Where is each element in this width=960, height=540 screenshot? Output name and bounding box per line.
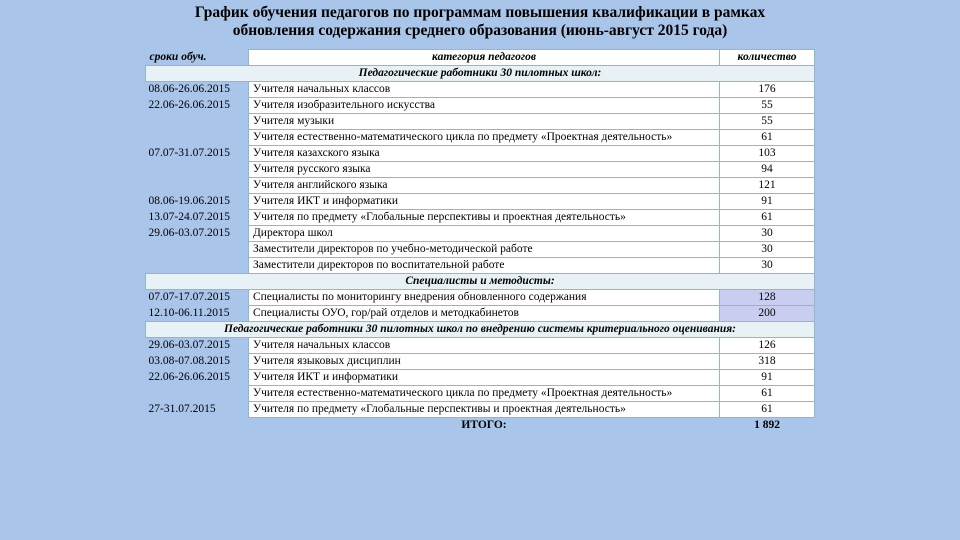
row-quantity: 61	[720, 386, 815, 402]
row-category: Учителя языковых дисциплин	[248, 354, 719, 370]
table-row	[146, 370, 815, 386]
row-category: Учителя начальных классов	[248, 82, 719, 98]
section-heading-row	[146, 274, 815, 290]
section-heading-row	[146, 322, 815, 338]
row-category: Директора школ	[248, 226, 719, 242]
row-quantity: 126	[720, 338, 815, 354]
header-quantity: количество	[720, 50, 815, 66]
table-row	[146, 114, 815, 130]
row-date	[146, 130, 249, 146]
row-category: Учителя естественно-математического цикла по предмету «Проектная деятельность»	[248, 130, 719, 146]
header-category: категория педагогов	[248, 50, 719, 66]
section-heading: Педагогические работники 30 пилотных школ по внедрению системы критериального оценивания:	[146, 322, 815, 338]
table-row	[146, 226, 815, 242]
training-schedule-table	[145, 49, 815, 433]
table-row	[146, 386, 815, 402]
row-category: Учителя музыки	[248, 114, 719, 130]
total-label: ИТОГО:	[461, 419, 507, 431]
row-quantity: 318	[720, 354, 815, 370]
table-row	[146, 178, 815, 194]
row-quantity: 30	[720, 226, 815, 242]
row-category: Учителя ИКТ и информатики	[248, 194, 719, 210]
row-quantity: 103	[720, 146, 815, 162]
row-date: 07.07-17.07.2015	[148, 291, 230, 303]
row-date: 27-31.07.2015	[148, 402, 216, 415]
row-date: 22.06-26.06.2015	[148, 98, 230, 111]
row-date: 29.06-03.07.2015	[148, 339, 230, 351]
row-quantity: 61	[720, 402, 815, 418]
row-category: Специалисты по мониторингу внедрения обновленного содержания	[248, 290, 719, 306]
table-row	[146, 194, 815, 210]
row-quantity: 94	[720, 162, 815, 178]
row-quantity: 121	[720, 178, 815, 194]
total-value: 1 892	[754, 419, 780, 431]
row-quantity: 30	[720, 242, 815, 258]
row-category: Заместители директоров по учебно-методической работе	[248, 242, 719, 258]
row-date: 08.06-26.06.2015	[148, 83, 230, 95]
total-spacer	[146, 418, 249, 434]
row-quantity: 91	[720, 370, 815, 386]
row-date: 22.06-26.06.2015	[148, 370, 230, 383]
total-row	[146, 418, 815, 434]
table-row	[146, 130, 815, 146]
row-date	[146, 386, 249, 402]
header-dates: сроки обуч.	[149, 51, 207, 63]
table-row	[146, 258, 815, 274]
row-date: 03.08-07.08.2015	[148, 354, 230, 367]
row-category: Учителя естественно-математического цикла по предмету «Проектная деятельность»	[248, 386, 719, 402]
section-heading: Педагогические работники 30 пилотных школ:	[146, 66, 815, 82]
row-quantity: 55	[720, 98, 815, 114]
section-heading: Специалисты и методисты:	[146, 274, 815, 290]
row-quantity: 200	[720, 306, 815, 322]
title-line-1: График обучения педагогов по программам повышения квалификации в рамках	[194, 4, 766, 21]
row-category: Учителя изобразительного искусства	[248, 98, 719, 114]
table-row	[146, 98, 815, 114]
row-quantity: 128	[720, 290, 815, 306]
row-date	[146, 242, 249, 258]
table-row	[146, 146, 815, 162]
table-row	[146, 402, 815, 418]
row-date: 13.07-24.07.2015	[148, 210, 230, 223]
row-category: Заместители директоров по воспитательной работе	[248, 258, 719, 274]
row-date	[146, 162, 249, 178]
table-row	[146, 338, 815, 354]
table-row	[146, 82, 815, 98]
table-row	[146, 306, 815, 322]
row-quantity: 61	[720, 130, 815, 146]
table-row	[146, 242, 815, 258]
row-category: Учителя по предмету «Глобальные перспективы и проектная деятельность»	[248, 402, 719, 418]
row-category: Специалисты ОУО, гор/рай отделов и методкабинетов	[248, 306, 719, 322]
row-date: 07.07-31.07.2015	[148, 146, 230, 159]
row-date	[146, 258, 249, 274]
table-row	[146, 210, 815, 226]
table-row	[146, 162, 815, 178]
row-date	[146, 178, 249, 194]
row-quantity: 91	[720, 194, 815, 210]
row-category: Учителя начальных классов	[248, 338, 719, 354]
row-quantity: 176	[720, 82, 815, 98]
row-category: Учителя английского языка	[248, 178, 719, 194]
row-date: 29.06-03.07.2015	[148, 226, 230, 239]
row-date: 08.06-19.06.2015	[148, 194, 230, 207]
page-title	[0, 4, 960, 40]
table-row	[146, 290, 815, 306]
table-row	[146, 354, 815, 370]
row-quantity: 61	[720, 210, 815, 226]
row-category: Учителя по предмету «Глобальные перспективы и проектная деятельность»	[248, 210, 719, 226]
table-header-row	[146, 50, 815, 66]
row-category: Учителя ИКТ и информатики	[248, 370, 719, 386]
row-quantity: 55	[720, 114, 815, 130]
row-date: 12.10-06.11.2015	[148, 306, 230, 319]
row-category: Учителя русского языка	[248, 162, 719, 178]
section-heading-row	[146, 66, 815, 82]
row-quantity: 30	[720, 258, 815, 274]
row-category: Учителя казахского языка	[248, 146, 719, 162]
row-date	[146, 114, 249, 130]
title-line-2: обновления содержания среднего образования (июнь-август 2015 года)	[232, 22, 728, 39]
